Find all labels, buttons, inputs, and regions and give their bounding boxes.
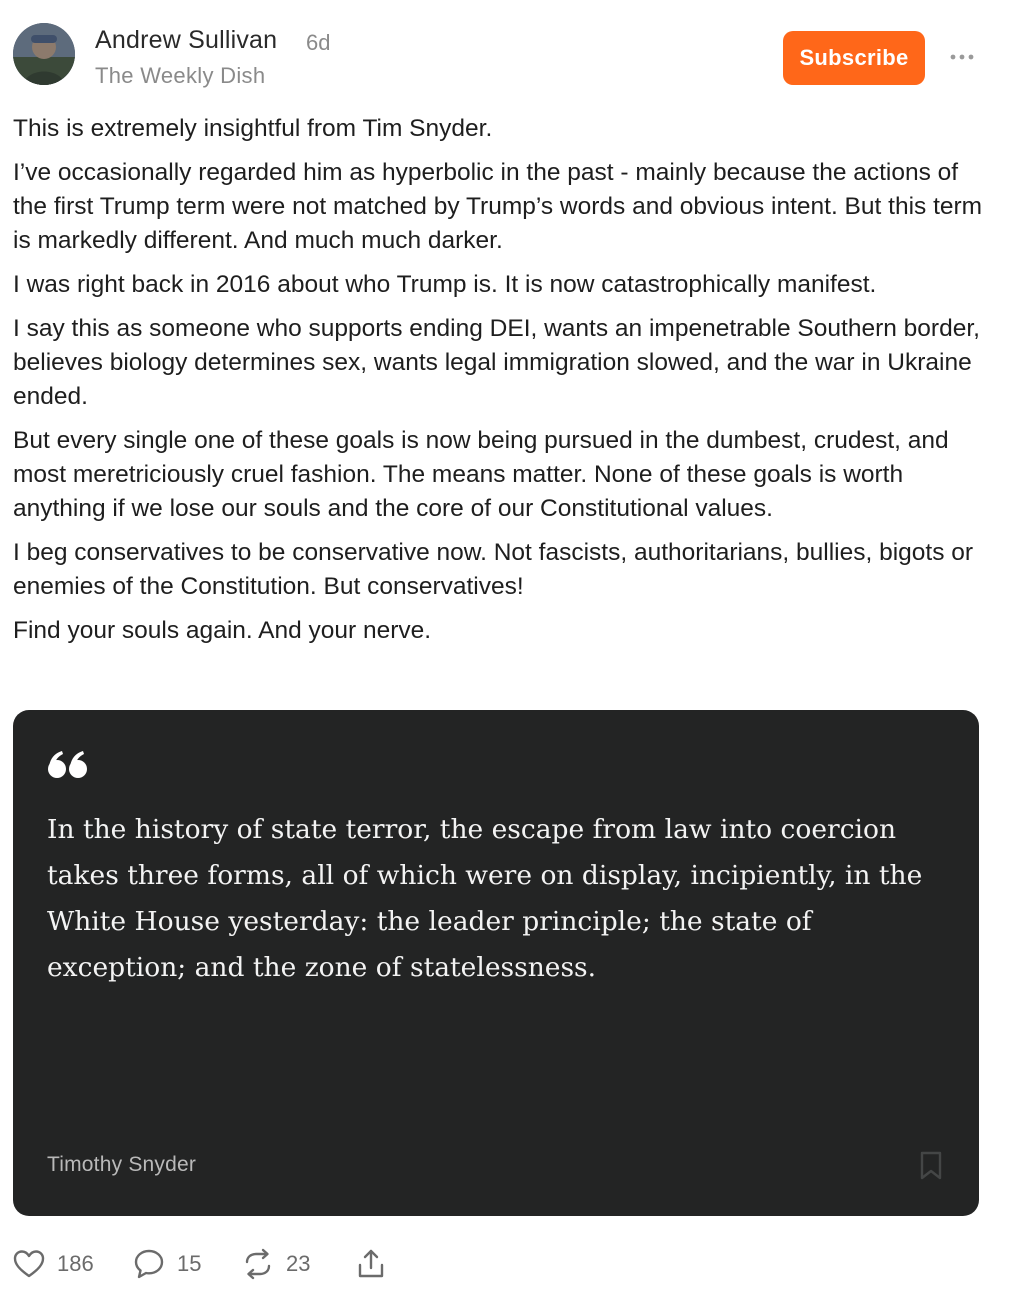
restack-count: 23 bbox=[286, 1251, 311, 1276]
like-button[interactable] bbox=[13, 1244, 94, 1284]
comment-button[interactable] bbox=[133, 1244, 201, 1284]
bookmark-icon bbox=[917, 1150, 945, 1182]
quote-mark-icon bbox=[47, 750, 89, 780]
post-paragraph: I’ve occasionally regarded him as hyperbolic in the past - mainly because the actions of the first Trump term were not matched by Trump’s words and obvious intent. But this term is markedly different. And much much darker. bbox=[13, 159, 983, 254]
post-paragraph: This is extremely insightful from Tim Snyder. bbox=[13, 115, 493, 142]
quote-card[interactable] bbox=[13, 710, 979, 1216]
post-paragraph: I say this as someone who supports ending DEI, wants an impenetrable Southern border, believes biology determines sex, wants legal immigration slowed, and the war in Ukraine ended. bbox=[13, 315, 980, 410]
publication-name[interactable]: The Weekly Dish bbox=[95, 63, 266, 88]
share-button[interactable] bbox=[356, 1244, 386, 1284]
subscribe-button[interactable]: Subscribe bbox=[783, 31, 925, 85]
comment-count: 15 bbox=[177, 1251, 202, 1276]
quote-author[interactable]: Timothy Snyder bbox=[47, 1153, 197, 1176]
post-paragraph: I was right back in 2016 about who Trump is. It is now catastrophically manifest. bbox=[13, 271, 877, 298]
quote-text: In the history of state terror, the escape from law into coercion takes three forms, all of which were on display, incipiently, in the White House yesterday: the leader principle; the state of exception; and the zone of statelessness. bbox=[47, 814, 923, 983]
author-name[interactable]: Andrew Sullivan bbox=[95, 26, 278, 54]
like-count: 186 bbox=[57, 1251, 94, 1276]
restack-icon bbox=[242, 1248, 274, 1280]
post-paragraph: Find your souls again. And your nerve. bbox=[13, 617, 432, 644]
avatar[interactable] bbox=[13, 23, 75, 85]
post-body bbox=[13, 112, 988, 658]
restack-button[interactable] bbox=[242, 1244, 310, 1284]
more-options-button[interactable] bbox=[946, 44, 978, 70]
post-paragraph: But every single one of these goals is now being pursued in the dumbest, crudest, and most meretriciously cruel fashion. The means matter. None of these goals is worth anything if we lose our souls and the core of our Constitutional values. bbox=[13, 427, 949, 522]
share-icon bbox=[356, 1248, 386, 1280]
post-paragraph: I beg conservatives to be conservative now. Not fascists, authoritarians, bullies, bigots or enemies of the Constitution. But conservatives! bbox=[13, 539, 974, 600]
bookmark-button[interactable] bbox=[917, 1150, 945, 1182]
heart-icon bbox=[13, 1249, 45, 1279]
comment-icon bbox=[133, 1248, 165, 1280]
post-time: 6d bbox=[306, 30, 331, 55]
ellipsis-icon bbox=[950, 54, 974, 60]
